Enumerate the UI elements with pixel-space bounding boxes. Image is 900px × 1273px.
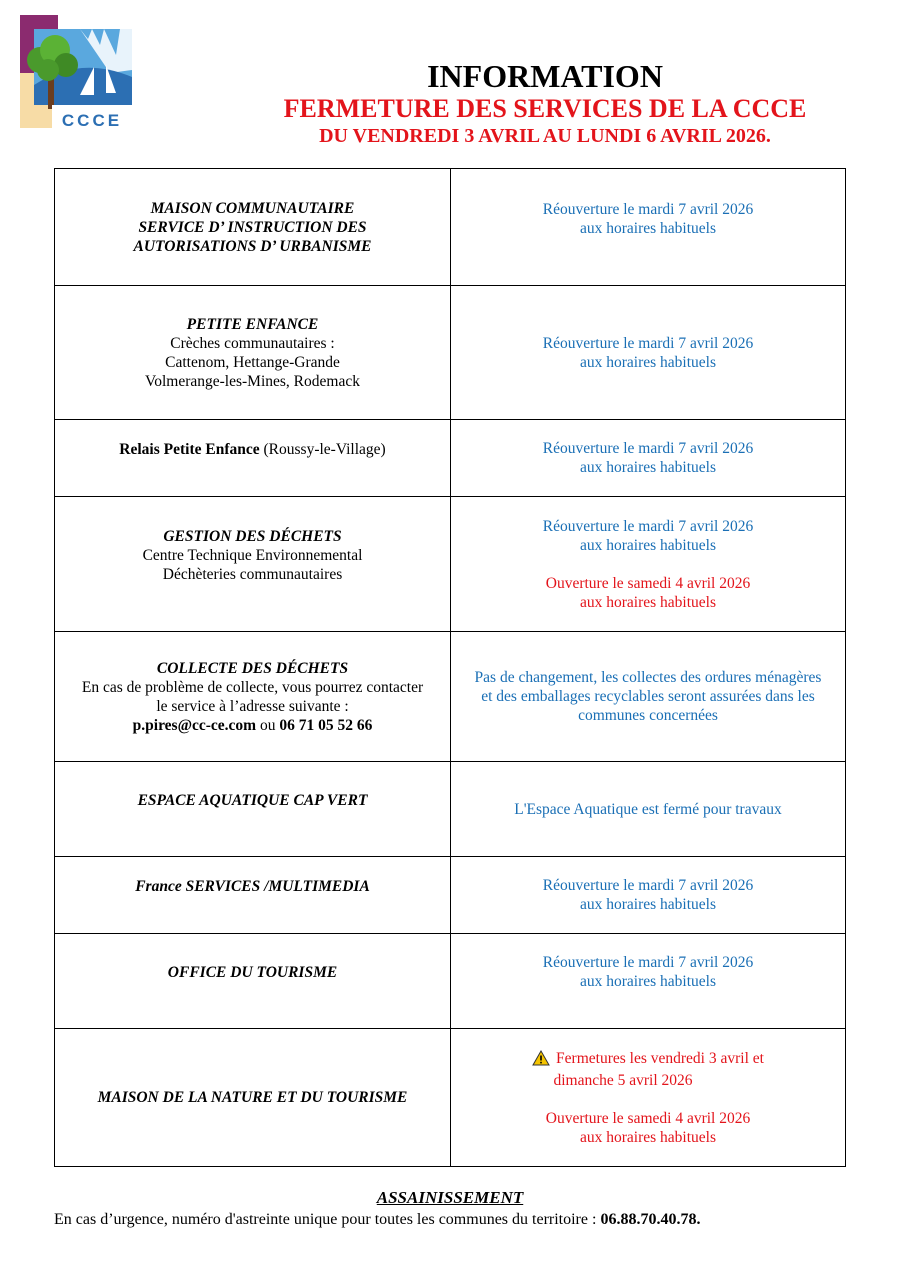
service-cell bbox=[55, 1029, 451, 1167]
service-title: MAISON COMMUNAUTAIRE bbox=[150, 199, 355, 217]
service-title: Relais Petite Enfance bbox=[119, 441, 260, 458]
status-text: aux horaires habituels bbox=[579, 353, 716, 371]
footer-section bbox=[54, 1188, 854, 1230]
page-title: INFORMATION bbox=[427, 58, 663, 94]
closure-dates: DU VENDREDI 3 AVRIL AU LUNDI 6 AVRIL 2026. bbox=[319, 125, 771, 147]
status-cell bbox=[451, 497, 846, 632]
page-subtitle: FERMETURE DES SERVICES DE LA CCCE bbox=[283, 94, 807, 123]
status-cell bbox=[451, 169, 846, 286]
table-row bbox=[55, 169, 846, 286]
status-text: Ouverture le samedi 4 avril 2026 bbox=[545, 574, 751, 592]
service-detail: le service à l’adresse suivante : bbox=[156, 698, 349, 715]
service-title: OFFICE DU TOURISME bbox=[167, 964, 338, 981]
status-text: aux horaires habituels bbox=[579, 536, 716, 554]
status-text: Réouverture le mardi 7 avril 2026 bbox=[542, 954, 754, 971]
footer-text bbox=[54, 1210, 854, 1230]
status-text: Réouverture le mardi 7 avril 2026 bbox=[542, 440, 754, 457]
status-text: Réouverture le mardi 7 avril 2026 bbox=[542, 517, 754, 535]
status-cell bbox=[451, 1029, 846, 1167]
service-detail: (Roussy-le-Village) bbox=[259, 441, 386, 458]
logo-text: CCCE bbox=[61, 111, 123, 130]
service-title: GESTION DES DÉCHETS bbox=[163, 528, 342, 545]
status-cell bbox=[451, 857, 846, 934]
footer-description: En cas d’urgence, numéro d'astreinte unique pour toutes les communes du territoire : bbox=[54, 1211, 601, 1228]
status-cell bbox=[451, 934, 846, 1029]
service-detail: En cas de problème de collecte, vous pourrez contacter bbox=[81, 679, 424, 696]
service-title: France SERVICES /MULTIMEDIA bbox=[135, 878, 370, 895]
service-title: COLLECTE DES DÉCHETS bbox=[156, 660, 349, 677]
table-row bbox=[55, 934, 846, 1029]
table-row bbox=[55, 497, 846, 632]
status-line bbox=[457, 1049, 839, 1071]
table-row bbox=[55, 632, 846, 762]
contact-phone[interactable]: 06 71 05 52 66 bbox=[279, 717, 373, 734]
service-cell bbox=[55, 169, 451, 286]
service-cell bbox=[55, 497, 451, 632]
status-text: aux horaires habituels bbox=[579, 459, 716, 476]
status-text: Réouverture le mardi 7 avril 2026 bbox=[542, 334, 754, 352]
service-cell bbox=[55, 420, 451, 497]
status-cell bbox=[451, 420, 846, 497]
service-title: PETITE ENFANCE bbox=[186, 315, 319, 333]
service-title: AUTORISATIONS D’ URBANISME bbox=[133, 237, 372, 255]
service-detail: Cattenom, Hettange-Grande bbox=[165, 353, 340, 371]
table-row bbox=[55, 1029, 846, 1167]
services-table bbox=[54, 168, 846, 1167]
service-detail: ou bbox=[256, 717, 280, 734]
service-detail: Centre Technique Environnemental bbox=[142, 547, 363, 564]
status-cell bbox=[451, 632, 846, 762]
emergency-phone[interactable]: 06.88.70.40.78. bbox=[600, 1211, 701, 1228]
status-text: aux horaires habituels bbox=[579, 220, 716, 237]
status-text: aux horaires habituels bbox=[579, 593, 716, 611]
status-text: Pas de changement, les collectes des ordures ménagères bbox=[474, 669, 822, 686]
status-text: aux horaires habituels bbox=[579, 973, 716, 990]
table-row bbox=[55, 762, 846, 857]
service-title: MAISON DE LA NATURE ET DU TOURISME bbox=[97, 1089, 408, 1106]
status-text: Fermetures les vendredi 3 avril et bbox=[556, 1049, 764, 1067]
service-title: SERVICE D’ INSTRUCTION DES bbox=[138, 218, 367, 236]
table-row bbox=[55, 286, 846, 420]
warning-icon bbox=[532, 1050, 550, 1071]
document-header bbox=[150, 58, 900, 148]
status-text: Réouverture le mardi 7 avril 2026 bbox=[542, 877, 754, 894]
table-row bbox=[55, 420, 846, 497]
status-text: communes concernées bbox=[578, 707, 718, 724]
status-text: Ouverture le samedi 4 avril 2026 bbox=[545, 1109, 751, 1127]
service-cell bbox=[55, 286, 451, 420]
ccce-logo bbox=[20, 15, 132, 130]
section-title: ASSAINISSEMENT bbox=[376, 1188, 524, 1207]
status-text: dimanche 5 avril 2026 bbox=[553, 1071, 693, 1089]
status-text: Réouverture le mardi 7 avril 2026 bbox=[542, 201, 754, 218]
service-detail: Crèches communautaires : bbox=[170, 334, 335, 352]
service-cell bbox=[55, 632, 451, 762]
service-detail: Déchèteries communautaires bbox=[162, 566, 343, 583]
status-text: L'Espace Aquatique est fermé pour travaux bbox=[514, 800, 782, 818]
service-detail: Volmerange-les-Mines, Rodemack bbox=[145, 372, 360, 390]
service-cell bbox=[55, 762, 451, 857]
service-title: ESPACE AQUATIQUE CAP VERT bbox=[137, 792, 368, 809]
ccce-logo-graphic bbox=[20, 15, 132, 130]
table-row bbox=[55, 857, 846, 934]
status-cell bbox=[451, 762, 846, 857]
status-cell bbox=[451, 286, 846, 420]
service-cell bbox=[55, 934, 451, 1029]
service-cell bbox=[55, 857, 451, 934]
status-text: aux horaires habituels bbox=[579, 1128, 716, 1146]
contact-email[interactable]: p.pires@cc-ce.com bbox=[132, 717, 257, 734]
status-text: et des emballages recyclables seront assurées dans les bbox=[481, 688, 815, 705]
status-text: aux horaires habituels bbox=[579, 896, 716, 913]
